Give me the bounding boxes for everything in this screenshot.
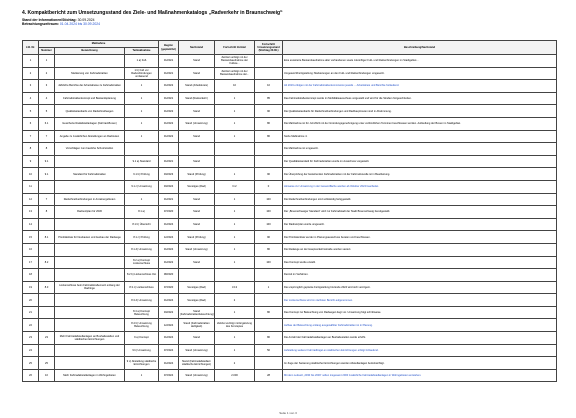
col-bezeichnung: Bezeichnung: [55, 48, 125, 55]
cell-teilmassnahme: 1: [125, 193, 159, 206]
cell-sachstand: Stand (Fahrradstraßenbeleuchtung): [179, 306, 215, 319]
cell-beschreibung: Die Überprüfung der bestehenden Fahrradstraßen mit der Fahrradnovelle ist in Bearbeitung.: [283, 168, 557, 181]
col-nummer: Nummer: [39, 48, 55, 55]
cell-sachstand: Stand (Umsetzung): [179, 117, 215, 130]
cell-zeitziel: 2: [215, 357, 255, 370]
cell-lfd: 4: [23, 92, 39, 105]
cell-nummer: [39, 344, 55, 357]
cell-beginn: 07/2024: [159, 369, 179, 382]
cell-umsetzung: [255, 294, 283, 307]
cell-umsetzung: 28: [255, 369, 283, 382]
cell-sachstand: Stand: [179, 206, 215, 219]
cell-nummer: 1: [39, 55, 55, 68]
cell-beginn: [159, 143, 179, 156]
report-meta: [22, 18, 554, 26]
cell-bezeichnung: Fahrradstraßenkonzept und Bestandsplanung: [55, 92, 125, 105]
cell-sachstand: Stand (Umsetzung): [179, 344, 215, 357]
cell-lfd: 19: [23, 281, 39, 294]
cell-lfd: 15: [23, 231, 39, 244]
cell-bezeichnung: [55, 256, 125, 269]
cell-teilmassnahme: 8.3 c) Lückenschluss: [125, 281, 159, 294]
cell-umsetzung: 0: [255, 180, 283, 193]
cell-lfd: 1: [23, 55, 39, 68]
cell-beginn: 03/2022: [159, 306, 179, 319]
cell-sachstand: Stand (Fahrradabstellanl. städtische Einrichtungen): [179, 357, 215, 370]
cell-beschreibung: Die ursprünglich geplante Fertigstellung bis Ende 2024 wird sich verzögern.: [283, 281, 557, 294]
cell-zeitziel: [215, 155, 255, 168]
cell-beginn: 01/2021: [159, 55, 179, 68]
cell-zeitziel: 1: [215, 243, 255, 256]
cell-sachstand: Stand: [179, 105, 215, 118]
cell-beschreibung: Ab 2019 erfolgen mit der Fahrradstraßenkommission jeweils ... Arbeitskreis und Berichte fortlaufend.: [283, 80, 557, 93]
report-title: 4. Kompaktbericht zum Umsetzungsstand des Ziele- und Maßnahmenkatalogs „Radverkehr in Braunschweig“: [22, 10, 283, 16]
cell-bezeichnung: [55, 357, 125, 370]
cell-nummer: [39, 180, 55, 193]
cell-sachstand: Stand: [179, 332, 215, 345]
cell-bezeichnung: Prioritätsliste für Neubauten und Ausbau der Radwege: [55, 231, 125, 244]
col-beginn: Beginn (geplant/Ist): [159, 41, 179, 55]
cell-umsetzung: 80: [255, 130, 283, 143]
cell-beginn: 01/2024: [159, 294, 179, 307]
col-beschreibung: Beschreibung/Sachstand: [283, 41, 557, 55]
cell-nummer: 9.1: [39, 155, 55, 168]
cell-beschreibung: Der Lückenschluss wird im nächsten Bericht aufgenommen.: [283, 294, 557, 307]
cell-beschreibung: Umgesetzt/Fertigstellung: Markierungen an den Fuß- und Radverbindungen umgesetzt.: [283, 67, 557, 80]
cell-lfd: 10: [23, 168, 39, 181]
cell-zeitziel: 1: [215, 92, 255, 105]
table-row: [23, 319, 557, 332]
cell-nummer: [39, 269, 55, 282]
cell-umsetzung: 100: [255, 193, 283, 206]
cell-teilmassnahme: 9 a) Konzept: [125, 332, 159, 345]
measures-table: [22, 40, 557, 382]
table-row: [23, 256, 557, 269]
cell-teilmassnahme: 1: [125, 369, 159, 382]
table-row: [23, 67, 557, 80]
cell-teilmassnahme: 1: [125, 130, 159, 143]
cell-beschreibung: Die Radwege an der Hauptverkehrsstraße wurden saniert.: [283, 243, 557, 256]
cell-nummer: 7: [39, 193, 55, 206]
col-zeitziel: Fortschritt Zeitziel: [215, 41, 255, 55]
cell-lfd: 20: [23, 294, 39, 307]
table-row: [23, 92, 557, 105]
col-umsetzung: Fortschritt Umsetzungsstand (Stichtag 30.09.): [255, 41, 283, 55]
cell-zeitziel: 1: [215, 105, 255, 118]
cell-beschreibung: Die Maßnahme ist umgesetzt.: [283, 143, 557, 156]
cell-lfd: 26: [23, 369, 39, 382]
table-row: [23, 294, 557, 307]
cell-sachstand: Stand: [179, 130, 215, 143]
cell-bezeichnung: [55, 306, 125, 319]
cell-beginn: 01/2022: [159, 117, 179, 130]
cell-lfd: 25: [23, 357, 39, 370]
cell-beginn: 01/2021: [159, 155, 179, 168]
cell-teilmassnahme: 8.4 a) Konzept Beleuchtung: [125, 306, 159, 319]
cell-zeitziel: 1: [215, 332, 255, 345]
cell-zeitziel: 1: [215, 231, 255, 244]
cell-beschreibung: Aufbau der Beleuchtung entlang ausgewählter Fahrradstraßen ist in Planung.: [283, 319, 557, 332]
cell-nummer: 8.2: [39, 256, 55, 269]
cell-bezeichnung: Lückenschluss beim Fahrradstraßennetz entlang der Radringe: [55, 281, 125, 294]
table-row: [23, 281, 557, 294]
cell-umsetzung: 85: [255, 92, 283, 105]
cell-umsetzung: [255, 269, 283, 282]
cell-lfd: 22: [23, 319, 39, 332]
cell-nummer: 8: [39, 143, 55, 156]
cell-beginn: 01/2022: [159, 105, 179, 118]
cell-bezeichnung: [55, 269, 125, 282]
cell-nummer: 8: [39, 206, 55, 219]
table-row: [23, 130, 557, 143]
cell-teilmassnahme: 1: [125, 117, 159, 130]
cell-bezeichnung: [55, 319, 125, 332]
cell-beginn: 01/2022: [159, 80, 179, 93]
stand-label: Stand der Informationen/Stichtag:: [22, 18, 77, 22]
cell-beschreibung: Der Qualitätsstandard für Fahrradstraßen wurde im Ausschuss vorgestellt.: [283, 155, 557, 168]
cell-nummer: [39, 306, 55, 319]
cell-sachstand: Stand (Radverkehr): [179, 92, 215, 105]
cell-lfd: 6: [23, 117, 39, 130]
col-sachstand: Sachstand: [179, 41, 215, 55]
cell-beginn: 03/2023: [159, 168, 179, 181]
cell-beschreibung: Die Maßnahme ist für Juli 2024 mit der Gründungsgenehmigung unter verbindlichen Terminen beschlossen worden. Aufstellung der Boxen im Stadtgebiet.: [283, 117, 557, 130]
cell-umsetzung: [255, 319, 283, 332]
cell-umsetzung: 10: [255, 80, 283, 93]
cell-zeitziel: 1: [215, 218, 255, 231]
table-row: [23, 218, 557, 231]
cell-bezeichnung: Radschnellverbindungen in Anrainergebieten: [55, 193, 125, 206]
cell-teilmassnahme: 8.1 b) Übersicht: [125, 218, 159, 231]
stand-value: 30.09.2024: [77, 18, 95, 22]
cell-nummer: 23: [39, 332, 55, 345]
cell-teilmassnahme: [125, 143, 159, 156]
col-lfd-nr: Lfd. Nr.: [23, 41, 39, 55]
cell-lfd: 13: [23, 206, 39, 219]
cell-beschreibung: Das Fahrradstraßenkonzept wurde im Mobilitätsausschuss vorgestellt und wird für die Straßen fortgeschrieben.: [283, 92, 557, 105]
cell-teilmassnahme: 8.1 d) Umsetzung: [125, 243, 159, 256]
zeitraum-label: Betrachtungszeitraum:: [22, 22, 59, 27]
cell-zeitziel: [215, 269, 255, 282]
cell-sachstand: [179, 143, 215, 156]
cell-beginn: 08/2020: [159, 269, 179, 282]
report-header: [22, 10, 554, 26]
cell-zeitziel: 2.000: [215, 369, 255, 382]
cell-beginn: 07/2024: [159, 344, 179, 357]
cell-umsetzung: 90: [255, 168, 283, 181]
cell-teilmassnahme: 1: [125, 92, 159, 105]
cell-zeitziel: 3.13: [215, 281, 255, 294]
cell-sachstand: Stand (Umsetzung): [179, 369, 215, 382]
cell-beginn: 12/2024: [159, 319, 179, 332]
cell-umsetzung: 80: [255, 332, 283, 345]
cell-teilmassnahme: 1 b) Fuß vor Radverbindungen umfassend: [125, 67, 159, 80]
cell-beginn: 01/2021: [159, 92, 179, 105]
cell-nummer: 4: [39, 92, 55, 105]
cell-zeitziel: N.2: [215, 180, 255, 193]
table-row: [23, 55, 557, 68]
cell-beschreibung: Im Zuge der Sanierung städtischer Einrichtungen werden Abstellanlagen berücksichtigt.: [283, 357, 557, 370]
cell-bezeichnung: Qualitätsstandards von Radschnellwegen: [55, 105, 125, 118]
cell-umsetzung: [255, 67, 283, 80]
cell-teilmassnahme: 8.1 c) Prüfung: [125, 231, 159, 244]
cell-nummer: 7: [39, 130, 55, 143]
table-row: [23, 193, 557, 206]
cell-teilmassnahme: 8.1 a): [125, 206, 159, 219]
cell-sachstand: Stand: [179, 67, 215, 80]
cell-bezeichnung: [55, 344, 125, 357]
zeitraum-value: 01.04.2024 bis 30.09.2024: [59, 22, 101, 27]
cell-beschreibung: Die Anzahl der Fahrradabstellanlagen an Bushaltestellen wurde erhöht.: [283, 332, 557, 345]
cell-bezeichnung: Jährliche Berichte der Arbeitskreise zu Fahrradstraßen: [55, 80, 125, 93]
cell-lfd: 5: [23, 105, 39, 118]
cell-teilmassnahme: 8.2 b) Lückenschluss Ost: [125, 269, 159, 282]
cell-beschreibung: Die Qualitätsstandards für Radschnellverbindungen und Radhauptrouten sind in Abstimmung.: [283, 105, 557, 118]
cell-bezeichnung: Mehr Fahrradabstellanlagen an Bushaltestellen und städtischen Einrichtungen: [55, 332, 125, 345]
cell-zeitziel: 1: [215, 168, 255, 181]
cell-sachstand: Stand (Umsetzung): [179, 243, 215, 256]
cell-beginn: 07/2020: [159, 206, 179, 219]
cell-bezeichnung: [55, 294, 125, 307]
cell-zeitziel: 1: [215, 130, 255, 143]
cell-sachstand: Stand (Prüfung): [179, 168, 215, 181]
cell-zeitziel: 1: [215, 206, 255, 219]
cell-zeitziel: 1: [215, 256, 255, 269]
table-row: [23, 155, 557, 168]
cell-beginn: 01/2024: [159, 332, 179, 345]
cell-umsetzung: 80: [255, 117, 283, 130]
cell-umsetzung: 80: [255, 243, 283, 256]
cell-nummer: [39, 294, 55, 307]
cell-teilmassnahme: 1: [125, 105, 159, 118]
table-row: [23, 143, 557, 156]
table-row: [23, 269, 557, 282]
cell-nummer: 5: [39, 105, 55, 118]
col-teilmassnahme: Teilmaßnahme: [125, 48, 159, 55]
cell-beschreibung: Das Konzept zur Beleuchtung von Radwegen liegt vor. Umsetzung folgt schrittweise.: [283, 306, 557, 319]
cell-beschreibung: Die Prioritätenliste wurde im Planungsausschuss beraten und beschlossen.: [283, 231, 557, 244]
cell-beginn: 01/2024: [159, 218, 179, 231]
cell-beschreibung: Hinweise zur Umsetzung in der Gesamtfläche werden ab Oktober 2024 bearbeitet.: [283, 180, 557, 193]
cell-sachstand: Sonstiges (Rad): [179, 180, 215, 193]
cell-nummer: 3: [39, 80, 55, 93]
table-row: [23, 231, 557, 244]
table-row: [23, 206, 557, 219]
table-row: [23, 117, 557, 130]
cell-teilmassnahme: 9 c) Abstellung städtische Einrichtungen: [125, 357, 159, 370]
cell-beginn: 01/2024: [159, 357, 179, 370]
cell-sachstand: Stand: [179, 218, 215, 231]
table-row: [23, 306, 557, 319]
table-row: [23, 344, 557, 357]
cell-lfd: 24: [23, 344, 39, 357]
cell-umsetzung: 100: [255, 218, 283, 231]
cell-bezeichnung: [55, 218, 125, 231]
cell-bezeichnung: [55, 55, 125, 68]
cell-teilmassnahme: 9 b) Umsetzung: [125, 344, 159, 357]
cell-zeitziel: 1: [215, 344, 255, 357]
cell-zeitziel: Zeitziel verfolgt mit der Bestandsaufnahme der...: [215, 67, 255, 80]
table-row: [23, 180, 557, 193]
cell-nummer: [39, 319, 55, 332]
cell-beschreibung: Die Radschnellverbindungen sind vollständig fertiggestellt.: [283, 193, 557, 206]
cell-bezeichnung: Vorschlägen zum bauliche Schutzstreifen: [55, 143, 125, 156]
cell-lfd: 16: [23, 243, 39, 256]
cell-sachstand: Sonstiges (Rad): [179, 294, 215, 307]
cell-sachstand: Stand: [179, 55, 215, 68]
cell-zeitziel: 2: [215, 294, 255, 307]
cell-sachstand: Stand: [179, 155, 215, 168]
cell-lfd: 11: [23, 180, 39, 193]
cell-zeitziel: 1: [215, 193, 255, 206]
cell-beginn: 01/2022: [159, 130, 179, 143]
cell-umsetzung: 80: [255, 306, 283, 319]
cell-bezeichnung: Markierung von Fahrradstraßen: [55, 67, 125, 80]
cell-lfd: 2: [23, 67, 39, 80]
cell-beginn: 01/2021: [159, 193, 179, 206]
table-row: [23, 80, 557, 93]
table-row: [23, 357, 557, 370]
cell-zeitziel: 10: [215, 80, 255, 93]
cell-nummer: 25: [39, 357, 55, 370]
cell-teilmassnahme: 1: [125, 80, 159, 93]
cell-teilmassnahme: 9.1 a) Standard: [125, 155, 159, 168]
cell-zeitziel: Zeitziel verfolgt mit der Bestandsaufnahme der Fußwe...: [215, 55, 255, 68]
cell-beschreibung: Eine erweiterte Bestandsaufnahme aller vorhandenen sowie zukünftiger Fuß- und Radverbindungen im Stadtgebiet...: [283, 55, 557, 68]
cell-beginn: 07/2020: [159, 281, 179, 294]
cell-sachstand: Stand: [179, 256, 215, 269]
cell-umsetzung: 50: [255, 344, 283, 357]
table-row: [23, 369, 557, 382]
cell-beschreibung: Mit dem Leitsatz „2030 bis 2030“ sollen insgesamt 2000 zusätzliche Fahrradabstellanlagen in Wohngebieten entstehen.: [283, 369, 557, 382]
cell-lfd: 14: [23, 218, 39, 231]
cell-sachstand: Sonstiges (Rad): [179, 281, 215, 294]
cell-bezeichnung: Mehr Fahrradabstellanlagen in Wohngebieten: [55, 369, 125, 382]
cell-beginn: 12/2024: [159, 231, 179, 244]
cell-beschreibung: Aufstellung weiterer Fahrradbügel an städtischen Einrichtungen erfolgt fortlaufend.: [283, 344, 557, 357]
cell-lfd: 23: [23, 332, 39, 345]
cell-umsetzung: [255, 55, 283, 68]
cell-beschreibung: Der Radnetzplan wurde umgesetzt.: [283, 218, 557, 231]
group-header-massnahme: Maßnahme: [39, 41, 159, 48]
cell-sachstand: Stand (Arbeitskreis): [179, 80, 215, 93]
cell-umsetzung: [255, 155, 283, 168]
cell-nummer: 6.1: [39, 117, 55, 130]
cell-beschreibung: Der „Braunschweiger Standard“ wird zur Fahrradstadt der Stadt Braunschweig bereitgestellt.: [283, 206, 557, 219]
cell-beginn: 03/2024: [159, 180, 179, 193]
table-row: [23, 332, 557, 345]
cell-bezeichnung: Standard für Fahrradstraßen: [55, 168, 125, 181]
cell-nummer: 8.1: [39, 231, 55, 244]
cell-umsetzung: 1: [255, 281, 283, 294]
cell-teilmassnahme: 1 a) Fuß: [125, 55, 159, 68]
cell-bezeichnung: [55, 180, 125, 193]
cell-zeitziel: 1: [215, 306, 255, 319]
cell-bezeichnung: Gesicherte Radabstellanlagen (Fahrrad-Boxen): [55, 117, 125, 130]
cell-lfd: 8: [23, 143, 39, 156]
cell-umsetzung: 90: [255, 231, 283, 244]
table-row: [23, 168, 557, 181]
table-row: [23, 243, 557, 256]
cell-lfd: 9: [23, 155, 39, 168]
cell-sachstand: Stand (Fahrradstraßen Helligkeit): [179, 319, 215, 332]
cell-umsetzung: 100: [255, 256, 283, 269]
cell-nummer: 2: [39, 67, 55, 80]
table-body: [23, 55, 557, 382]
cell-teilmassnahme: 8.3 d) Umsetzung: [125, 294, 159, 307]
cell-bezeichnung: Angabe zu zusätzlichen Abstellungen an Radrouten: [55, 130, 125, 143]
cell-beginn: 01/2024: [159, 243, 179, 256]
cell-teilmassnahme: 8.4 b) Umsetzung Beleuchtung: [125, 319, 159, 332]
cell-umsetzung: [255, 143, 283, 156]
cell-sachstand: Stand (Prüfung): [179, 231, 215, 244]
cell-lfd: 17: [23, 256, 39, 269]
cell-zeitziel: 1: [215, 117, 255, 130]
cell-beschreibung: Derzeit im Verfahren.: [283, 269, 557, 282]
cell-nummer: 10: [39, 369, 55, 382]
cell-sachstand: Stand: [179, 193, 215, 206]
table-row: [23, 105, 557, 118]
cell-beginn: 01/2021: [159, 67, 179, 80]
cell-lfd: 3: [23, 80, 39, 93]
cell-lfd: 12: [23, 193, 39, 206]
cell-sachstand: [179, 269, 215, 282]
cell-bezeichnung: [55, 243, 125, 256]
page-footer: Seite 1 von 3: [279, 411, 297, 415]
cell-beschreibung: Siehe Maßnahme 4.: [283, 130, 557, 143]
cell-nummer: [39, 218, 55, 231]
cell-beschreibung: Das Konzept wurde erstellt.: [283, 256, 557, 269]
cell-beginn: 01/2022: [159, 256, 179, 269]
cell-umsetzung: 100: [255, 206, 283, 219]
cell-umsetzung: 90: [255, 105, 283, 118]
cell-bezeichnung: Radnetzplan für 2030: [55, 206, 125, 219]
cell-lfd: 18: [23, 269, 39, 282]
cell-lfd: 7: [23, 130, 39, 143]
cell-nummer: [39, 243, 55, 256]
cell-bezeichnung: [55, 155, 125, 168]
cell-zeitziel: [215, 143, 255, 156]
cell-nummer: 8.3: [39, 281, 55, 294]
cell-lfd: 21: [23, 306, 39, 319]
cell-teilmassnahme: 9.1 c) Umsetzung: [125, 180, 159, 193]
cell-umsetzung: [255, 357, 283, 370]
cell-teilmassnahme: 8.2 a) Konzept Lückenschluss: [125, 256, 159, 269]
cell-nummer: 9.1: [39, 168, 55, 181]
cell-zeitziel: Zeitziel verfolgt mit Ergänzung des Konzeptes: [215, 319, 255, 332]
cell-teilmassnahme: 9.1 b) Prüfung: [125, 168, 159, 181]
